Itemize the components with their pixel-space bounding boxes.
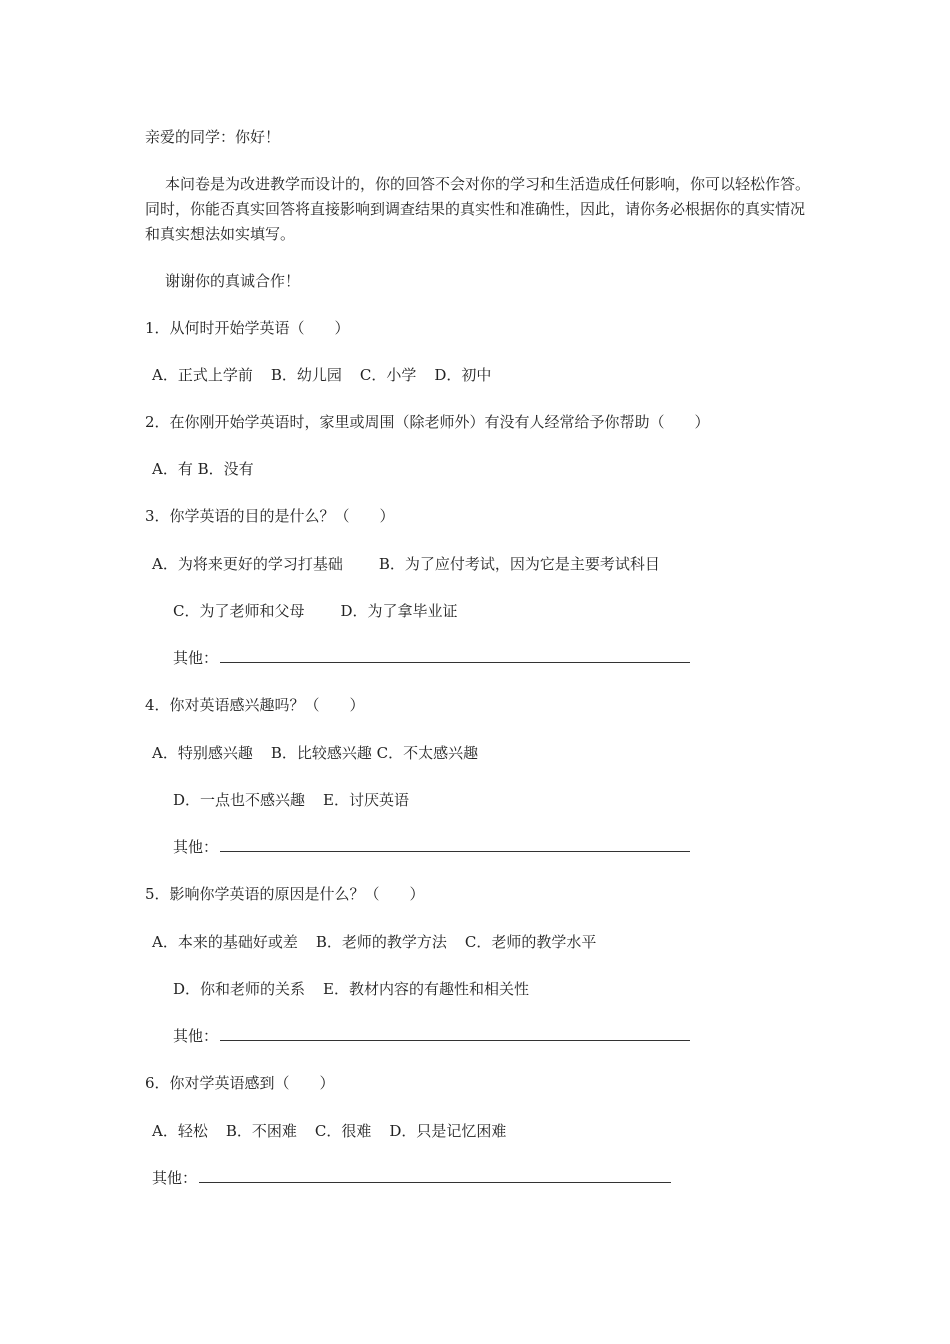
question-6: 6．你对学英语感到（ ） [145, 1074, 335, 1092]
other-input-5[interactable] [220, 1026, 690, 1041]
question-3-options-row1 [152, 554, 678, 574]
option-6d[interactable]: D．只是记忆困难 [389, 1122, 507, 1140]
option-5d[interactable]: D．你和老师的关系 [173, 980, 306, 998]
option-2ab[interactable]: A．有 B．没有 [152, 460, 254, 478]
question-5-options-row2 [173, 979, 547, 999]
option-1c[interactable]: C．小学 [359, 366, 417, 384]
option-4a[interactable]: A．特别感兴趣 [152, 744, 253, 762]
option-3c[interactable]: C．为了老师和父母 [173, 602, 305, 620]
option-4d[interactable]: D．一点也不感兴趣 [173, 791, 306, 809]
option-6c[interactable]: C．很难 [314, 1122, 372, 1140]
question-4: 4．你对英语感兴趣吗？（ ） [145, 696, 365, 714]
option-3d[interactable]: D．为了拿毕业证 [340, 602, 458, 620]
question-5-options-row1 [152, 932, 614, 952]
option-1b[interactable]: B．幼儿园 [270, 366, 342, 384]
option-3a[interactable]: A．为将来更好的学习打基础 [152, 555, 343, 573]
question-2-options [152, 459, 272, 479]
option-5a[interactable]: A．本来的基础好或差 [152, 933, 298, 951]
option-1a[interactable]: A．正式上学前 [152, 366, 253, 384]
other-label: 其他： [173, 1027, 219, 1045]
option-6b[interactable]: B．不困难 [225, 1122, 297, 1140]
question-2: 2．在你刚开始学英语时，家里或周围（除老师外）有没有人经常给予你帮助（ ） [145, 413, 710, 431]
question-1: 1．从何时开始学英语（ ） [145, 319, 350, 337]
intro-paragraph: 本问卷是为改进教学而设计的，你的回答不会对你的学习和生活造成任何影响，你可以轻松作答。同时，你能否真实回答将直接影响到调查结果的真实性和准确性，因此，请你务必根据你的真实情况和真实想法如实填写。 [145, 175, 811, 243]
other-input-3[interactable] [220, 648, 690, 663]
other-label: 其他： [152, 1169, 198, 1187]
question-4-options-row1 [152, 743, 496, 763]
question-4-options-row2 [173, 790, 427, 810]
question-4-other [173, 837, 690, 857]
thanks-line: 谢谢你的真诚合作！ [165, 272, 301, 290]
option-1d[interactable]: D．初中 [434, 366, 492, 384]
other-input-6[interactable] [199, 1168, 671, 1183]
option-4bc[interactable]: B．比较感兴趣 C．不太感兴趣 [270, 744, 479, 762]
question-6-other [152, 1168, 671, 1188]
question-3-other [173, 648, 690, 668]
option-5c[interactable]: C．老师的教学水平 [464, 933, 597, 951]
other-input-4[interactable] [220, 837, 690, 852]
other-label: 其他： [173, 838, 219, 856]
question-6-options [152, 1121, 524, 1141]
option-5b[interactable]: B．老师的教学方法 [315, 933, 447, 951]
question-5: 5．影响你学英语的原因是什么？（ ） [145, 885, 425, 903]
question-5-other [173, 1026, 690, 1046]
option-5e[interactable]: E．教材内容的有趣性和相关性 [323, 980, 529, 998]
question-3-options-row2 [173, 601, 476, 621]
option-3b[interactable]: B．为了应付考试，因为它是主要考试科目 [378, 555, 660, 573]
question-1-options [152, 365, 509, 385]
option-6a[interactable]: A．轻松 [152, 1122, 208, 1140]
option-4e[interactable]: E．讨厌英语 [323, 791, 409, 809]
other-label: 其他： [173, 649, 219, 667]
greeting: 亲爱的同学：你好！ [145, 128, 281, 146]
question-3: 3．你学英语的目的是什么？（ ） [145, 507, 395, 525]
